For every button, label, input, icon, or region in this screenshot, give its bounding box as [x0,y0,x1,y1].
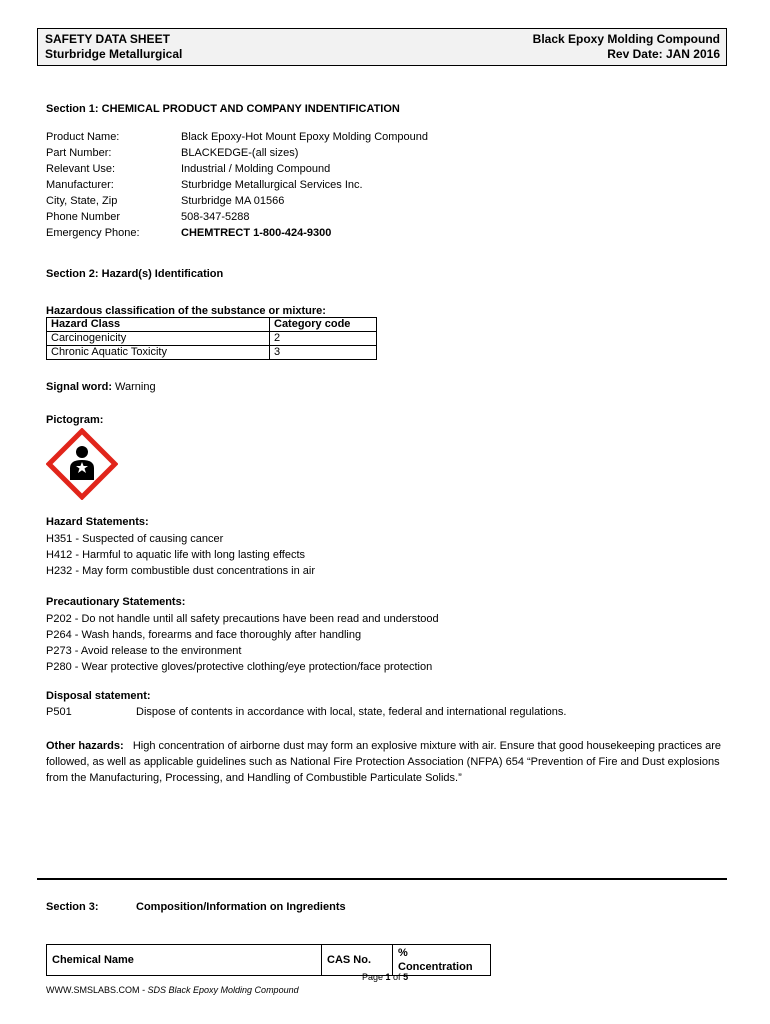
page-number [362,972,408,982]
other-hazards-label: Other hazards: [46,740,124,752]
city-state-zip-value: Sturbridge MA 01566 [181,195,285,207]
part-number-label: Part Number: [46,147,112,159]
classification-heading: Hazardous classification of the substance or mixture: [46,305,326,317]
manufacturer-value: Sturbridge Metallurgical Services Inc. [181,179,363,191]
phone-number-value: 508-347-5288 [181,211,250,223]
list-item: H232 - May form combustible dust concentrations in air [46,565,316,577]
section-divider [37,878,727,880]
signal-word-label: Signal word: [46,381,112,393]
header-right [533,32,720,62]
hazard-class-cell: Carcinogenicity [47,332,270,346]
category-code-header: Category code [270,318,377,332]
hazard-class-cell: Chronic Aquatic Toxicity [47,346,270,360]
hazard-class-table [46,317,377,360]
header-doc-type: SAFETY DATA SHEET [45,32,170,46]
health-hazard-icon [46,428,118,500]
header-rev-date: Rev Date: JAN 2016 [607,47,720,61]
list-item: P202 - Do not handle until all safety precautions have been read and understood [46,613,439,625]
city-state-zip-label: City, State, Zip [46,195,118,207]
page-total: 5 [403,972,409,982]
phone-number-label: Phone Number [46,211,120,223]
relevant-use-value: Industrial / Molding Compound [181,163,331,175]
pictogram-label: Pictogram: [46,414,104,426]
category-code-cell: 2 [270,332,377,346]
page-mid: of [390,972,404,982]
emergency-phone-value: CHEMTRECT 1-800-424-9300 [181,227,332,239]
page-current: 1 [385,972,391,982]
footer-text [46,985,299,995]
list-item: H412 - Harmful to aquatic life with long lasting effects [46,549,306,561]
signal-word-value: Warning [112,381,156,393]
list-item: H351 - Suspected of causing cancer [46,533,224,545]
concentration-header: % Concentration [393,945,491,976]
disposal-text: Dispose of contents in accordance with local, state, federal and international regulations. [136,706,567,718]
other-hazards-text: High concentration of airborne dust may form an explosive mixture with air. Ensure that good housekeeping practices are followed, as well as applicable guidelines such as National Fire Protection Association (NFPA) 654 “Prevention of Fire and Dust explosions from the Manufacturing, Processing, and Handling of Combustible Particulate Solids.” [46,740,722,784]
section1-title: Section 1: CHEMICAL PRODUCT AND COMPANY INDENTIFICATION [46,103,400,115]
disposal-code: P501 [46,706,72,718]
footer-doc: - SDS Black Epoxy Molding Compound [139,985,299,995]
table-header-row [47,945,491,976]
list-item: P273 - Avoid release to the environment [46,645,242,657]
list-item: P264 - Wash hands, forearms and face thoroughly after handling [46,629,362,641]
relevant-use-label: Relevant Use: [46,163,116,175]
part-number-value: BLACKEDGE-(all sizes) [181,147,299,159]
product-name-label: Product Name: [46,131,120,143]
other-hazards [46,738,726,786]
header-left [45,32,182,62]
section3-title: Composition/Information on Ingredients [136,901,346,913]
precautionary-statements-heading: Precautionary Statements: [46,596,186,608]
footer-site: WWW.SMSLABS.COM [46,985,140,995]
table-row [47,346,377,360]
hazard-statements-list [46,531,315,579]
page-prefix: Page [362,972,386,982]
hazard-class-header: Hazard Class [47,318,270,332]
list-item: P280 - Wear protective gloves/protective clothing/eye protection/face protection [46,661,433,673]
document-header [37,28,727,66]
cas-no-header: CAS No. [322,945,393,976]
emergency-phone-label: Emergency Phone: [46,227,140,239]
chemical-name-header: Chemical Name [47,945,322,976]
table-header-row [47,318,377,332]
signal-word [46,381,156,393]
product-name-value: Black Epoxy-Hot Mount Epoxy Molding Compound [181,131,429,143]
precautionary-statements-list [46,611,439,675]
manufacturer-label: Manufacturer: [46,179,114,191]
header-company: Sturbridge Metallurgical [45,47,183,61]
table-row [47,332,377,346]
header-product: Black Epoxy Molding Compound [532,32,720,46]
composition-table [46,944,491,976]
hazard-statements-heading: Hazard Statements: [46,516,149,528]
disposal-heading: Disposal statement: [46,690,151,702]
section3-label: Section 3: [46,901,99,913]
section2-title: Section 2: Hazard(s) Identification [46,268,224,280]
category-code-cell: 3 [270,346,377,360]
